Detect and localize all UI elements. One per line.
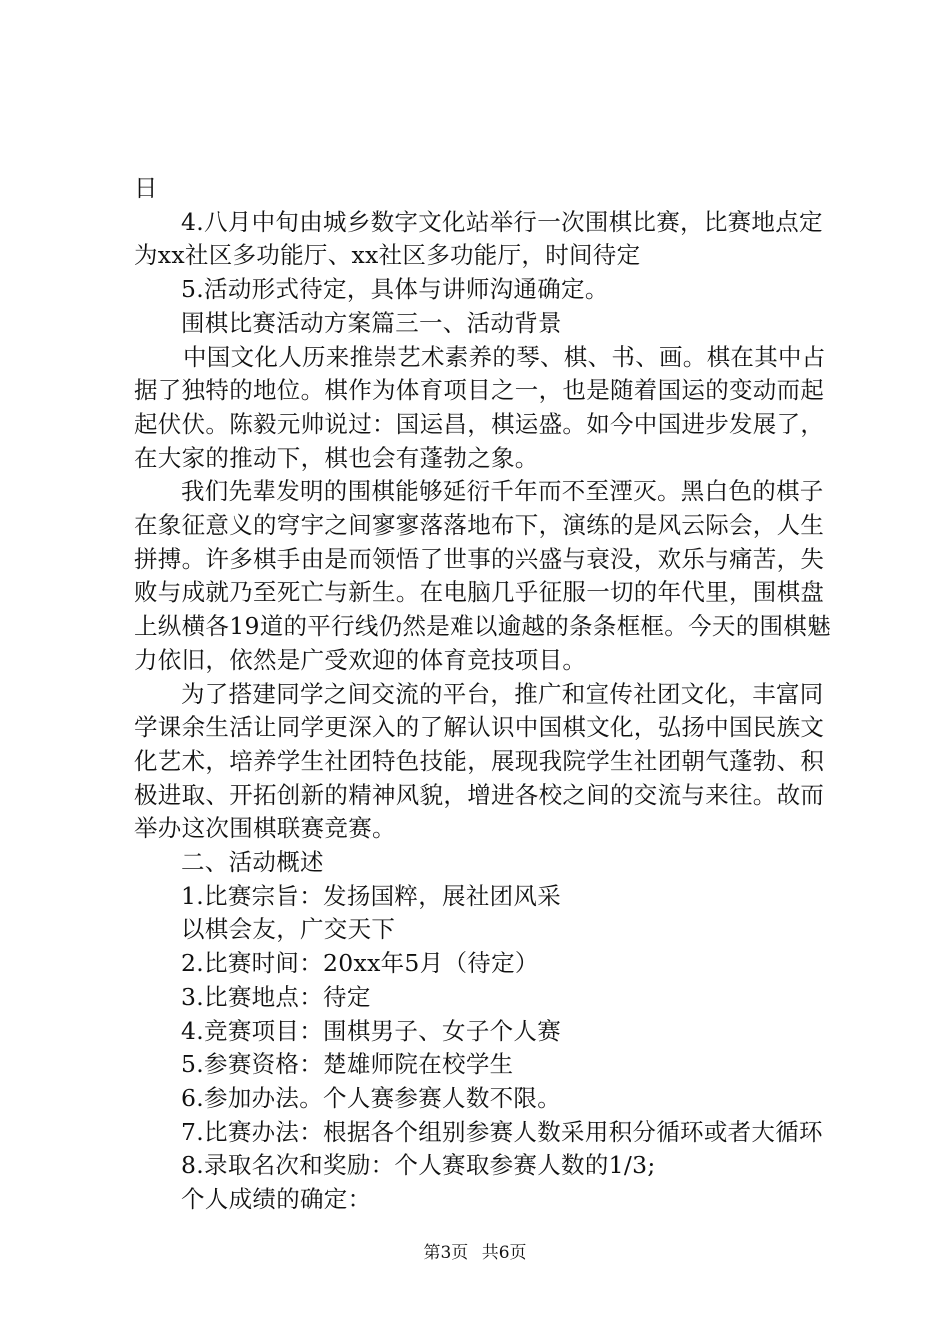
list-item-eligibility: 5.参赛资格：楚雄师院在校学生 — [181, 1050, 514, 1079]
list-item-events: 4.竞赛项目：围棋男子、女子个人赛 — [181, 1016, 562, 1045]
list-item-purpose-cont: 以棋会友，广交天下 — [181, 915, 396, 944]
page-number-total: 共6页 — [481, 1243, 527, 1263]
paragraph-item-5: 5.活动形式待定，具体与讲师沟通确定。 — [181, 275, 609, 304]
list-item-purpose: 1.比赛宗旨：发扬国粹，展社团风采 — [181, 881, 562, 910]
list-item-time: 2.比赛时间：20xx年5月（待定） — [181, 949, 539, 978]
page-footer — [0, 1241, 950, 1265]
paragraph-background-2: 我们先辈发明的围棋能够延衍千年而不至湮灭。黑白色的棋子在象征意义的穹宇之间寥寥落落地布下，演练的是风云际会，人生拼搏。许多棋手由是而领悟了世事的兴盛与衰没，欢乐与痛苦，失败与成就乃至死亡与新生。在电脑几乎征服一切的年代里，围棋盘上纵横各19道的平行线仍然是难以逾越的条条框框。今天的围棋魅力依旧，依然是广受欢迎的体育竞技项目。 — [134, 477, 831, 674]
list-item-rules: 7.比赛办法：根据各个组别参赛人数采用积分循环或者大循环 — [181, 1117, 823, 1146]
section-heading-overview: 二、活动概述 — [181, 848, 324, 877]
paragraph-background-3: 为了搭建同学之间交流的平台，推广和宣传社团文化，丰富同学课余生活让同学更深入的了解认识中国棋文化，弘扬中国民族文化艺术，培养学生社团特色技能，展现我院学生社团朝气蓬勃、积极进取、开拓创新的精神风貌，增进各校之间的交流与来往。故而举办这次围棋联赛竞赛。 — [134, 679, 825, 843]
page-number-current: 第3页 — [423, 1243, 469, 1263]
list-item-scoring: 个人成绩的确定： — [181, 1185, 372, 1214]
list-item-location: 3.比赛地点：待定 — [181, 982, 371, 1011]
document-body — [134, 172, 834, 1217]
list-item-method: 6.参加办法。个人赛参赛人数不限。 — [181, 1083, 562, 1112]
section-heading-background: 围棋比赛活动方案篇三一、活动背景 — [181, 308, 562, 337]
paragraph-continuation: 日 — [134, 174, 158, 202]
paragraph-background-1: 中国文化人历来推崇艺术素养的琴、棋、书、画。棋在其中占据了独特的地位。棋作为体育项目之一，也是随着国运的变动而起起伏伏。陈毅元帅说过：国运昌，棋运盛。如今中国进步发展了，在大家的推动下，棋也会有蓬勃之象。 — [134, 342, 826, 472]
paragraph-item-4: 4.八月中旬由城乡数字文化站举行一次围棋比赛，比赛地点定为xx社区多功能厅、xx社区多功能厅，时间待定 — [134, 207, 823, 270]
list-item-awards: 8.录取名次和奖励：个人赛取参赛人数的1/3; — [181, 1151, 656, 1180]
